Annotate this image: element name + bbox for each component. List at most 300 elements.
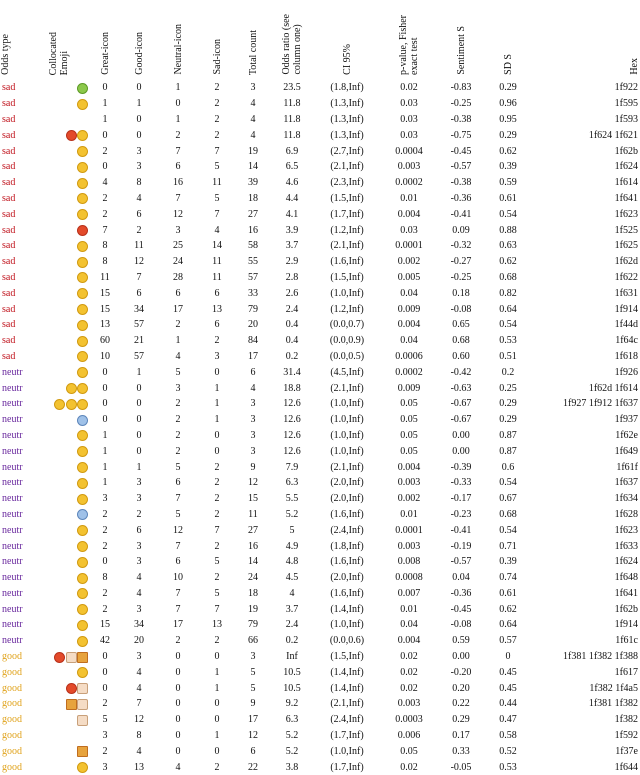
neutral-cell: 16 bbox=[173, 177, 183, 189]
sadi-cell: 11 bbox=[212, 177, 222, 189]
good-cell: 3 bbox=[136, 477, 142, 489]
table-row bbox=[0, 333, 640, 349]
neutral-cell: 17 bbox=[173, 619, 183, 631]
total-cell: 14 bbox=[248, 556, 258, 568]
good-cell: 11 bbox=[134, 240, 144, 252]
ci-cell: (1.3,Inf) bbox=[330, 98, 364, 110]
total-cell: 24 bbox=[248, 572, 258, 584]
great-cell: 1 bbox=[102, 477, 108, 489]
good-cell: 1 bbox=[136, 98, 142, 110]
table-row bbox=[0, 270, 640, 286]
sd-cell: 0 bbox=[505, 651, 511, 663]
sd-cell: 0.58 bbox=[499, 730, 517, 742]
sadi-cell: 3 bbox=[214, 350, 220, 362]
s-cell: -0.38 bbox=[450, 113, 472, 125]
p-cell: 0.02 bbox=[400, 761, 418, 773]
emoji-icon bbox=[77, 715, 88, 726]
collocated-emoji-cell bbox=[30, 633, 88, 649]
p-cell: 0.005 bbox=[397, 271, 421, 283]
great-cell: 1 bbox=[102, 461, 108, 473]
odds-type-cell: good bbox=[2, 682, 22, 694]
emoji-icon bbox=[77, 225, 88, 236]
sadi-cell: 1 bbox=[214, 414, 220, 426]
hex-cell: 1f624 bbox=[614, 556, 638, 568]
ci-cell: (1.0,Inf) bbox=[330, 745, 364, 757]
hex-cell: 1f644 bbox=[614, 761, 638, 773]
odds-type-cell: good bbox=[2, 714, 22, 726]
hex-cell: 1f637 bbox=[614, 477, 638, 489]
great-cell: 0 bbox=[102, 82, 108, 94]
ci-cell: (1.6,Inf) bbox=[330, 508, 364, 520]
sadi-cell: 0 bbox=[214, 366, 220, 378]
table-row bbox=[0, 380, 640, 396]
s-cell: -0.23 bbox=[450, 508, 472, 520]
column-header-label: Hex bbox=[629, 58, 640, 75]
odds-type-cell: sad bbox=[2, 161, 16, 173]
total-cell: 79 bbox=[248, 619, 258, 631]
ci-cell: (1.5,Inf) bbox=[330, 192, 364, 204]
odds-type-cell: sad bbox=[2, 350, 16, 362]
ci-cell: (2.4,Inf) bbox=[330, 714, 364, 726]
column-header bbox=[382, 0, 436, 80]
total-cell: 4 bbox=[250, 98, 256, 110]
great-cell: 2 bbox=[102, 540, 108, 552]
emoji-icon bbox=[77, 762, 88, 773]
hex-cell: 1f62e bbox=[615, 429, 638, 441]
odds-type-cell: neutr bbox=[2, 429, 23, 441]
hex-cell: 1f624 1f621 bbox=[588, 129, 638, 141]
total-cell: 17 bbox=[248, 714, 258, 726]
great-cell: 11 bbox=[100, 271, 110, 283]
hex-cell: 1f631 bbox=[614, 287, 638, 299]
column-header bbox=[122, 0, 156, 80]
sadi-cell: 2 bbox=[214, 335, 220, 347]
odds-type-cell: sad bbox=[2, 240, 16, 252]
table-row bbox=[0, 159, 640, 175]
table-row bbox=[0, 538, 640, 554]
great-cell: 2 bbox=[102, 192, 108, 204]
emoji-icon bbox=[77, 636, 88, 647]
neutral-cell: 6 bbox=[175, 556, 181, 568]
ci-cell: (1.4,Inf) bbox=[330, 682, 364, 694]
neutral-cell: 7 bbox=[175, 587, 181, 599]
odds-cell: 11.8 bbox=[283, 98, 301, 110]
total-cell: 20 bbox=[248, 319, 258, 331]
sd-cell: 0.53 bbox=[499, 335, 517, 347]
s-cell: 0.00 bbox=[452, 651, 470, 663]
good-cell: 3 bbox=[136, 603, 142, 615]
good-cell: 0 bbox=[136, 429, 142, 441]
emoji-icon bbox=[77, 652, 88, 663]
ci-cell: (0.0,0.5) bbox=[329, 350, 365, 362]
sadi-cell: 13 bbox=[212, 303, 222, 315]
sd-cell: 0.51 bbox=[499, 350, 517, 362]
neutral-cell: 6 bbox=[175, 161, 181, 173]
column-header bbox=[436, 0, 486, 80]
hex-cell: 1f914 bbox=[614, 303, 638, 315]
odds-type-cell: neutr bbox=[2, 540, 23, 552]
column-header bbox=[30, 0, 88, 80]
sd-cell: 0.54 bbox=[499, 208, 517, 220]
ci-cell: (1.5,Inf) bbox=[330, 271, 364, 283]
sadi-cell: 2 bbox=[214, 113, 220, 125]
total-cell: 3 bbox=[250, 445, 256, 457]
collocated-emoji-cell bbox=[30, 127, 88, 143]
total-cell: 19 bbox=[248, 145, 258, 157]
ci-cell: (2.1,Inf) bbox=[330, 461, 364, 473]
sd-cell: 0.2 bbox=[501, 366, 515, 378]
emoji-icon bbox=[77, 604, 88, 615]
table-row bbox=[0, 143, 640, 159]
sd-cell: 0.68 bbox=[499, 508, 517, 520]
s-cell: -0.25 bbox=[450, 98, 472, 110]
p-cell: 0.03 bbox=[400, 98, 418, 110]
collocated-emoji-cell bbox=[30, 696, 88, 712]
neutral-cell: 6 bbox=[175, 477, 181, 489]
neutral-cell: 7 bbox=[175, 493, 181, 505]
good-cell: 0 bbox=[136, 382, 142, 394]
sd-cell: 0.57 bbox=[499, 635, 517, 647]
sadi-cell: 7 bbox=[214, 524, 220, 536]
p-cell: 0.006 bbox=[397, 730, 421, 742]
odds-type-cell: sad bbox=[2, 319, 16, 331]
table-row bbox=[0, 507, 640, 523]
odds-cell: 12.6 bbox=[283, 398, 301, 410]
emoji-icon bbox=[77, 588, 88, 599]
odds-cell: 11.8 bbox=[283, 129, 301, 141]
emoji-icon bbox=[77, 494, 88, 505]
ci-cell: (0.0,0.9) bbox=[329, 335, 365, 347]
odds-cell: 5.2 bbox=[285, 508, 299, 520]
good-cell: 7 bbox=[136, 698, 142, 710]
sadi-cell: 5 bbox=[214, 587, 220, 599]
odds-type-cell: neutr bbox=[2, 635, 23, 647]
s-cell: 0.29 bbox=[452, 714, 470, 726]
neutral-cell: 2 bbox=[175, 429, 181, 441]
odds-type-cell: neutr bbox=[2, 508, 23, 520]
collocated-emoji-cell bbox=[30, 617, 88, 633]
column-header-label: Sentiment S bbox=[455, 26, 467, 75]
s-cell: -0.83 bbox=[450, 82, 472, 94]
ci-cell: (0.0,0.6) bbox=[329, 635, 365, 647]
odds-type-cell: good bbox=[2, 651, 22, 663]
column-header bbox=[312, 0, 382, 80]
p-cell: 0.004 bbox=[397, 319, 421, 331]
great-cell: 8 bbox=[102, 240, 108, 252]
table-row bbox=[0, 285, 640, 301]
hex-cell: 1f62b bbox=[614, 145, 638, 157]
s-cell: -0.36 bbox=[450, 192, 472, 204]
great-cell: 15 bbox=[100, 287, 110, 299]
s-cell: 0.00 bbox=[452, 429, 470, 441]
emoji-icon bbox=[77, 683, 88, 694]
hex-cell: 1f937 bbox=[614, 414, 638, 426]
s-cell: -0.67 bbox=[450, 398, 472, 410]
neutral-cell: 2 bbox=[175, 635, 181, 647]
table-row bbox=[0, 80, 640, 96]
p-cell: 0.0004 bbox=[395, 145, 423, 157]
emoji-icon bbox=[77, 383, 88, 394]
table-row bbox=[0, 570, 640, 586]
odds-cell: 3.9 bbox=[285, 224, 299, 236]
neutral-cell: 2 bbox=[175, 319, 181, 331]
hex-cell: 1f37e bbox=[615, 745, 638, 757]
odds-cell: 6.3 bbox=[285, 477, 299, 489]
s-cell: -0.32 bbox=[450, 240, 472, 252]
good-cell: 4 bbox=[136, 745, 142, 757]
sadi-cell: 2 bbox=[214, 572, 220, 584]
good-cell: 20 bbox=[134, 635, 144, 647]
sadi-cell: 6 bbox=[214, 287, 220, 299]
good-cell: 3 bbox=[136, 556, 142, 568]
great-cell: 2 bbox=[102, 603, 108, 615]
table-row bbox=[0, 586, 640, 602]
p-cell: 0.02 bbox=[400, 651, 418, 663]
s-cell: -0.17 bbox=[450, 493, 472, 505]
s-cell: -0.45 bbox=[450, 145, 472, 157]
odds-type-cell: good bbox=[2, 761, 22, 773]
ci-cell: (1.0,Inf) bbox=[330, 429, 364, 441]
sadi-cell: 7 bbox=[214, 603, 220, 615]
ci-cell: (1.2,Inf) bbox=[330, 303, 364, 315]
sd-cell: 0.29 bbox=[499, 398, 517, 410]
odds-type-cell: neutr bbox=[2, 619, 23, 631]
sd-cell: 0.6 bbox=[501, 461, 515, 473]
ci-cell: (2.3,Inf) bbox=[330, 177, 364, 189]
odds-type-cell: sad bbox=[2, 129, 16, 141]
sadi-cell: 13 bbox=[212, 619, 222, 631]
column-header-label: CI 95% bbox=[341, 44, 353, 75]
total-cell: 17 bbox=[248, 350, 258, 362]
ci-cell: (1.3,Inf) bbox=[330, 129, 364, 141]
collocated-emoji-cell bbox=[30, 159, 88, 175]
odds-type-cell: neutr bbox=[2, 414, 23, 426]
table-row bbox=[0, 617, 640, 633]
p-cell: 0.004 bbox=[397, 461, 421, 473]
emoji-icon bbox=[77, 209, 88, 220]
column-header-label: Odds ratio (see column one) bbox=[281, 14, 303, 75]
great-cell: 1 bbox=[102, 98, 108, 110]
s-cell: -0.67 bbox=[450, 414, 472, 426]
s-cell: -0.19 bbox=[450, 540, 472, 552]
hex-cell: 1f61c bbox=[615, 635, 638, 647]
good-cell: 12 bbox=[134, 256, 144, 268]
table-row bbox=[0, 759, 640, 775]
total-cell: 12 bbox=[248, 730, 258, 742]
column-header-label: Sad-icon bbox=[211, 39, 223, 75]
great-cell: 1 bbox=[102, 445, 108, 457]
ci-cell: (4.5,Inf) bbox=[330, 366, 364, 378]
good-cell: 4 bbox=[136, 666, 142, 678]
total-cell: 3 bbox=[250, 398, 256, 410]
table-row bbox=[0, 601, 640, 617]
odds-type-cell: sad bbox=[2, 208, 16, 220]
good-cell: 3 bbox=[136, 540, 142, 552]
neutral-cell: 4 bbox=[175, 350, 181, 362]
s-cell: -0.33 bbox=[450, 477, 472, 489]
emoji-icon bbox=[77, 130, 88, 141]
emoji-icon bbox=[77, 541, 88, 552]
odds-type-cell: sad bbox=[2, 303, 16, 315]
collocated-emoji-cell bbox=[30, 459, 88, 475]
ci-cell: (0.0,0.7) bbox=[329, 319, 365, 331]
ci-cell: (1.0,Inf) bbox=[330, 287, 364, 299]
table-row bbox=[0, 191, 640, 207]
p-cell: 0.0003 bbox=[395, 714, 423, 726]
odds-cell: 3.7 bbox=[285, 240, 299, 252]
collocated-emoji-cell bbox=[30, 301, 88, 317]
sd-cell: 0.29 bbox=[499, 82, 517, 94]
odds-cell: 4 bbox=[289, 587, 295, 599]
collocated-emoji-cell bbox=[30, 522, 88, 538]
collocated-emoji-cell bbox=[30, 112, 88, 128]
odds-cell: 5.2 bbox=[285, 730, 299, 742]
hex-cell: 1f922 bbox=[614, 82, 638, 94]
great-cell: 2 bbox=[102, 524, 108, 536]
collocated-emoji-cell bbox=[30, 143, 88, 159]
great-cell: 10 bbox=[100, 350, 110, 362]
hex-cell: 1f641 bbox=[614, 192, 638, 204]
sadi-cell: 2 bbox=[214, 98, 220, 110]
sadi-cell: 2 bbox=[214, 761, 220, 773]
hex-cell: 1f61f bbox=[616, 461, 638, 473]
good-cell: 0 bbox=[136, 113, 142, 125]
total-cell: 18 bbox=[248, 192, 258, 204]
great-cell: 3 bbox=[102, 761, 108, 773]
great-cell: 4 bbox=[102, 177, 108, 189]
p-cell: 0.003 bbox=[397, 698, 421, 710]
table-row bbox=[0, 633, 640, 649]
s-cell: -0.41 bbox=[450, 208, 472, 220]
table-row bbox=[0, 396, 640, 412]
great-cell: 0 bbox=[102, 651, 108, 663]
total-cell: 27 bbox=[248, 524, 258, 536]
odds-type-cell: sad bbox=[2, 113, 16, 125]
total-cell: 39 bbox=[248, 177, 258, 189]
sd-cell: 0.53 bbox=[499, 761, 517, 773]
great-cell: 1 bbox=[102, 429, 108, 441]
sadi-cell: 0 bbox=[214, 445, 220, 457]
total-cell: 57 bbox=[248, 271, 258, 283]
neutral-cell: 3 bbox=[175, 382, 181, 394]
total-cell: 6 bbox=[250, 366, 256, 378]
odds-cell: 7.9 bbox=[285, 461, 299, 473]
s-cell: 0.68 bbox=[452, 335, 470, 347]
table-body bbox=[0, 80, 640, 775]
odds-cell: 0.2 bbox=[285, 350, 299, 362]
odds-cell: 5.2 bbox=[285, 745, 299, 757]
great-cell: 13 bbox=[100, 319, 110, 331]
ci-cell: (1.7,Inf) bbox=[330, 730, 364, 742]
p-cell: 0.0008 bbox=[395, 572, 423, 584]
emoji-icon bbox=[77, 83, 88, 94]
column-header bbox=[530, 0, 640, 80]
great-cell: 0 bbox=[102, 129, 108, 141]
emoji-icon bbox=[77, 178, 88, 189]
odds-cell: 23.5 bbox=[283, 82, 301, 94]
collocated-emoji-cell bbox=[30, 380, 88, 396]
sd-cell: 0.87 bbox=[499, 445, 517, 457]
sadi-cell: 0 bbox=[214, 745, 220, 757]
emoji-icon bbox=[54, 399, 65, 410]
sd-cell: 0.71 bbox=[499, 540, 517, 552]
total-cell: 9 bbox=[250, 698, 256, 710]
table-row bbox=[0, 443, 640, 459]
neutral-cell: 5 bbox=[175, 366, 181, 378]
column-header bbox=[156, 0, 200, 80]
odds-cell: 4.9 bbox=[285, 540, 299, 552]
emoji-icon bbox=[77, 146, 88, 157]
hex-cell: 1f381 1f382 1f388 bbox=[563, 651, 638, 663]
emoji-icon bbox=[66, 399, 77, 410]
odds-type-cell: sad bbox=[2, 145, 16, 157]
sd-cell: 0.39 bbox=[499, 161, 517, 173]
emoji-icon bbox=[77, 99, 88, 110]
odds-type-cell: sad bbox=[2, 271, 16, 283]
p-cell: 0.003 bbox=[397, 161, 421, 173]
s-cell: -0.38 bbox=[450, 177, 472, 189]
total-cell: 19 bbox=[248, 603, 258, 615]
good-cell: 0 bbox=[136, 414, 142, 426]
neutral-cell: 5 bbox=[175, 508, 181, 520]
emoji-icon bbox=[77, 415, 88, 426]
collocated-emoji-cell bbox=[30, 649, 88, 665]
good-cell: 0 bbox=[136, 445, 142, 457]
total-cell: 22 bbox=[248, 761, 258, 773]
great-cell: 2 bbox=[102, 208, 108, 220]
good-cell: 13 bbox=[134, 761, 144, 773]
neutral-cell: 0 bbox=[175, 698, 181, 710]
ci-cell: (1.2,Inf) bbox=[330, 224, 364, 236]
p-cell: 0.02 bbox=[400, 666, 418, 678]
odds-type-cell: neutr bbox=[2, 477, 23, 489]
ci-cell: (1.0,Inf) bbox=[330, 445, 364, 457]
sd-cell: 0.62 bbox=[499, 256, 517, 268]
s-cell: 0.00 bbox=[452, 445, 470, 457]
hex-cell: 1f618 bbox=[614, 350, 638, 362]
hex-cell: 1f44d bbox=[614, 319, 638, 331]
great-cell: 15 bbox=[100, 619, 110, 631]
great-cell: 0 bbox=[102, 398, 108, 410]
p-cell: 0.0006 bbox=[395, 350, 423, 362]
p-cell: 0.02 bbox=[400, 682, 418, 694]
odds-cell: 6.5 bbox=[285, 161, 299, 173]
odds-cell: 12.6 bbox=[283, 445, 301, 457]
sd-cell: 0.82 bbox=[499, 287, 517, 299]
great-cell: 60 bbox=[100, 335, 110, 347]
emoji-icon bbox=[77, 573, 88, 584]
p-cell: 0.03 bbox=[400, 129, 418, 141]
good-cell: 3 bbox=[136, 493, 142, 505]
table-row bbox=[0, 127, 640, 143]
collocated-emoji-cell bbox=[30, 728, 88, 744]
table-row bbox=[0, 522, 640, 538]
odds-type-cell: sad bbox=[2, 177, 16, 189]
odds-cell: 0.4 bbox=[285, 335, 299, 347]
p-cell: 0.002 bbox=[397, 493, 421, 505]
collocated-emoji-cell bbox=[30, 664, 88, 680]
emoji-icon bbox=[77, 288, 88, 299]
total-cell: 12 bbox=[248, 477, 258, 489]
total-cell: 5 bbox=[250, 682, 256, 694]
collocated-emoji-cell bbox=[30, 364, 88, 380]
sd-cell: 0.54 bbox=[499, 477, 517, 489]
good-cell: 57 bbox=[134, 319, 144, 331]
good-cell: 2 bbox=[136, 508, 142, 520]
odds-type-cell: neutr bbox=[2, 572, 23, 584]
p-cell: 0.003 bbox=[397, 477, 421, 489]
total-cell: 55 bbox=[248, 256, 258, 268]
